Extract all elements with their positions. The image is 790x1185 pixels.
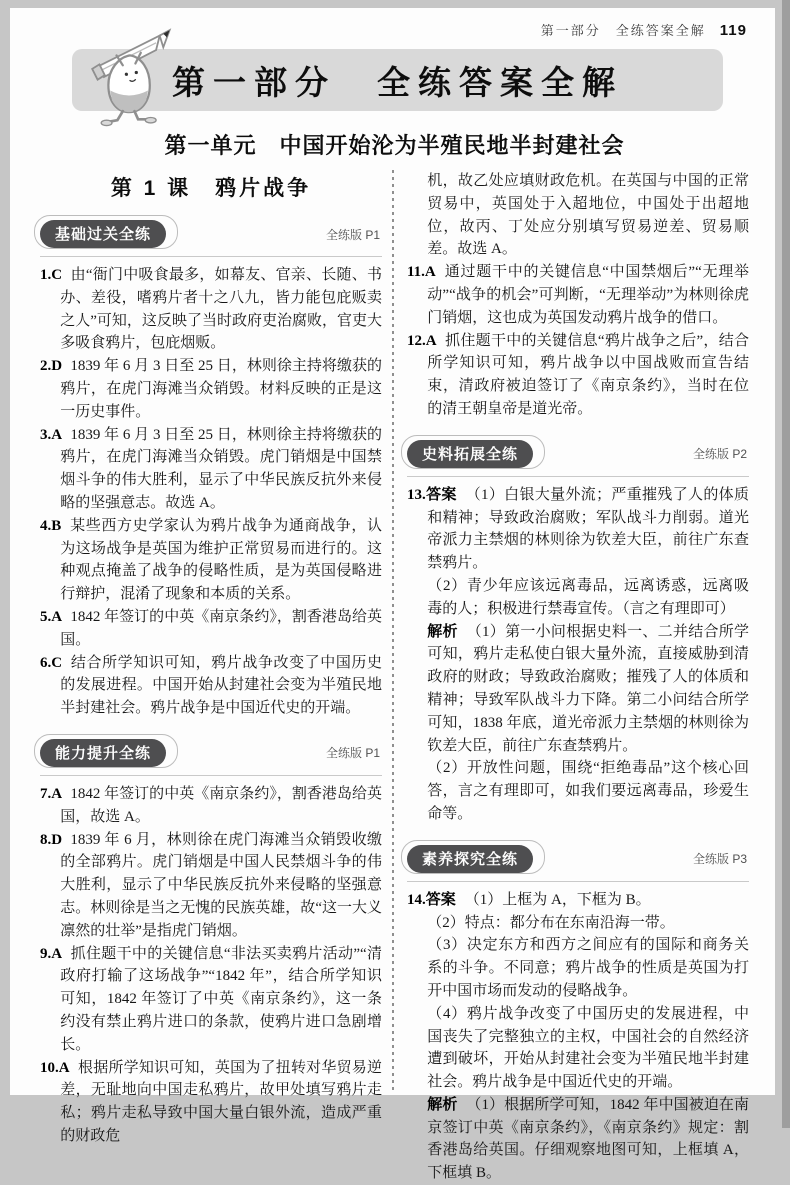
section-pill	[407, 845, 533, 873]
answer-text: 根据所学知识可知，英国为了扭转对华贸易逆差，无耻地向中国走私鸦片，故甲处填写鸦片走私；鸦片走私导致中国大量白银外流，造成严重的财政危	[60, 1059, 382, 1144]
answer-number: 1.C	[40, 267, 63, 283]
answer-number: 7.A	[40, 785, 63, 802]
answer-text: 某些西方史学家认为鸦片战争为通商战争，认为这场战争是英国为维护正常贸易而进行的。这种观点掩盖了战争的侵略性质，是为英国侵略进行辩护，混淆了现象和本质的关系。	[60, 517, 382, 603]
section-pill	[40, 739, 166, 767]
section-literacy	[407, 839, 749, 1185]
answer-number: 14.	[407, 891, 426, 908]
left-column	[40, 170, 392, 1144]
section-pill-label: 能力提升全练	[40, 739, 166, 767]
section-header-material	[407, 434, 749, 477]
answer-number: 5.A	[40, 608, 63, 625]
answer-text: 1839 年 6 月 3 日至 25 日，林则徐主持将缴获的鸦片，在虎门海滩当众销毁。虎门销烟是中国禁烟斗争的伟大胜利，显示了中华民族反抗外来侵略的坚强意志。故选 A。	[60, 426, 382, 511]
page-number: 119	[719, 22, 747, 39]
answer-number: 6.C	[40, 654, 63, 671]
answer-item-2	[40, 355, 382, 423]
edition-page-ref: 全练版 P2	[692, 447, 747, 462]
answer-item-13	[407, 484, 749, 826]
answer-text: 抓住题干中的关键信息“鸦片战争之后”，结合所学知识可知，鸦片战争以中国战败而宣告结束，清政府被迫签订了《南京条约》，当时在位的清王朝皇帝是道光帝。	[427, 332, 749, 417]
edition-page-ref: 全练版 P1	[325, 227, 380, 242]
answer-number: 12.A	[407, 332, 437, 349]
section-pill-label: 素养探究全练	[407, 845, 533, 873]
answer-number: 9.A	[40, 945, 63, 962]
answer-item-14	[407, 889, 749, 1185]
answer-number: 8.D	[40, 831, 63, 848]
answer-text: 结合所学知识可知，鸦片战争改变了中国历史的发展进程。中国开始从封建社会变为半殖民地半封建社会。鸦片战争是中国近代史的开端。	[60, 654, 382, 717]
answer-text: （1）上框为 A，下框为 B。	[464, 891, 651, 908]
analysis-paragraph	[407, 621, 749, 758]
running-head-title: 第一部分 全练答案全解	[540, 23, 706, 38]
answer-item-12	[407, 330, 749, 421]
pencil-mascot-icon	[80, 23, 180, 131]
section-header-ability	[40, 733, 382, 776]
lesson-title: 第 1 课 鸦片战争	[110, 177, 312, 200]
section-header-literacy	[407, 839, 749, 882]
answer-paragraph: （2）特点：都分布在东南沿海一带。	[427, 914, 675, 931]
section-material	[407, 434, 749, 826]
answer-number: 11.A	[407, 264, 436, 281]
analysis-paragraph	[407, 1094, 749, 1185]
section-pill-label: 基础过关全练	[40, 220, 166, 248]
answer-item-11	[407, 261, 749, 329]
answer-item-10	[40, 1057, 382, 1148]
section-pill	[407, 440, 533, 468]
answer-paragraph: （2）青少年应该远离毒品，远离诱惑，远离吸毒的人；积极进行禁毒宣传。（言之有理即可）	[427, 577, 749, 617]
answer-paragraph: （3）决定东方和西方之间应有的国际和商务关系的斗争。不同意；鸦片战争的性质是英国为打开中国市场而发动的侵略战争。	[427, 937, 749, 999]
answer-label: 答案	[425, 486, 457, 503]
answer-paragraph	[407, 484, 749, 575]
answer-item-10-continuation: 机，故乙处应填财政危机。在英国与中国的正常贸易中，英国处于入超地位，中国处于出超地位，故丙、丁处应分别填写贸易逆差、贸易顺差。故选 A。	[427, 173, 749, 258]
section-header-basic	[40, 214, 382, 257]
answer-text: 1839 年 6 月，林则徐在虎门海滩当众销毁收缴的全部鸦片。虎门销烟是中国人民禁烟斗争的伟大胜利，显示了中华民族反抗外来侵略的坚强意志。林则徐是当之无愧的民族英雄，故“这一大义凛然的壮举”是指虎门销烟。	[60, 831, 382, 939]
analysis-text: （1）根据所学可知，1842 年中国被迫在南京签订中英《南京条约》，《南京条约》规定：割香港岛给英国。仔细观察地图可知，上框填 A，下框填 B。	[427, 1096, 749, 1182]
answer-label: 答案	[425, 891, 456, 908]
two-column-layout	[40, 170, 749, 1182]
answer-text: 1842 年签订的中英《南京条约》，割香港岛给英国。	[60, 608, 382, 648]
answer-paragraph	[407, 889, 749, 912]
answer-text: 通过题干中的关键信息“中国禁烟后”“无理举动”“战争的机会”可判断，“无理举动”为林则徐虎门销烟，这也成为英国发动鸦片战争的借口。	[427, 264, 749, 326]
answer-number: 2.D	[40, 358, 63, 375]
unit-title: 第一单元 中国开始沦为半殖民地半封建社会	[164, 133, 625, 158]
answer-text: 1839 年 6 月 3 日至 25 日，林则徐主持将缴获的鸦片，在虎门海滩当众销毁。材料反映的正是这一历史事件。	[60, 358, 382, 420]
answer-item-4	[40, 515, 382, 606]
answer-number: 13.	[407, 486, 426, 503]
answer-number: 4.B	[40, 517, 62, 534]
book-page	[10, 8, 775, 1182]
analysis-text: （1）第一小问根据史料一、二并结合所学可知，鸦片走私使白银大量外流，直接威胁到清政府的财政；导致政治腐败；摧残了人的体质和精神；导致军队战斗力下降。第二小问结合所学可知，1838 年底，道光帝派力主禁烟的林则徐为钦差大臣，前往广东查禁鸦片。	[427, 623, 749, 754]
answer-number: 10.A	[40, 1059, 70, 1076]
analysis-label: 解析	[427, 623, 458, 640]
answer-item-3	[40, 424, 382, 515]
analysis-label: 解析	[427, 1096, 458, 1113]
edition-page-ref: 全练版 P1	[325, 746, 380, 761]
section-pill	[40, 220, 166, 248]
section-ability	[40, 733, 382, 1148]
answer-text: 抓住题干中的关键信息“非法买卖鸦片活动”“清政府打输了这场战争”“1842 年”，结合所学知识可知，1842 年签订了中英《南京条约》，这一条约没有禁止鸦片进口的条款，使鸦片进口急剧增长。	[60, 945, 382, 1053]
right-column	[394, 170, 749, 1182]
answer-item-1	[40, 264, 382, 355]
analysis-paragraph: （2）开放性问题，围绕“拒绝毒品”这个核心回答，言之有理即可，如我们要远离毒品，珍爱生命等。	[427, 760, 749, 822]
part-banner	[72, 49, 723, 111]
section-pill-label: 史料拓展全练	[407, 440, 533, 468]
answer-item-7	[40, 783, 382, 829]
answer-text: 由“衙门中吸食最多，如幕友、官亲、长随、书办、差役，嗜鸦片者十之八九，皆力能包庇贩卖之人”可知，这反映了当时政府吏治腐败，官吏大多吸食鸦片，包庇烟贩。	[60, 267, 382, 352]
answer-text: 1842 年签订的中英《南京条约》，割香港岛给英国，故选 A。	[60, 785, 382, 825]
answer-item-5	[40, 606, 382, 652]
answer-item-6	[40, 652, 382, 720]
answer-item-9	[40, 943, 382, 1057]
answer-item-8	[40, 829, 382, 943]
part-banner-title: 第一部分 全练答案全解	[72, 49, 723, 111]
answer-text: （1）白银大量外流；严重摧残了人的体质和精神；导致政治腐败；军队战斗力削弱。道光帝派力主禁烟的林则徐为钦差大臣，前往广东查禁鸦片。	[427, 486, 749, 572]
answer-paragraph: （4）鸦片战争改变了中国历史的发展进程，中国丧失了完整独立的主权，中国社会的自然经济遭到破坏，开始从封建社会变为半殖民地半封建社会。鸦片战争是中国近代史的开端。	[427, 1005, 749, 1091]
answer-number: 3.A	[40, 426, 63, 443]
edition-page-ref: 全练版 P3	[692, 852, 747, 867]
